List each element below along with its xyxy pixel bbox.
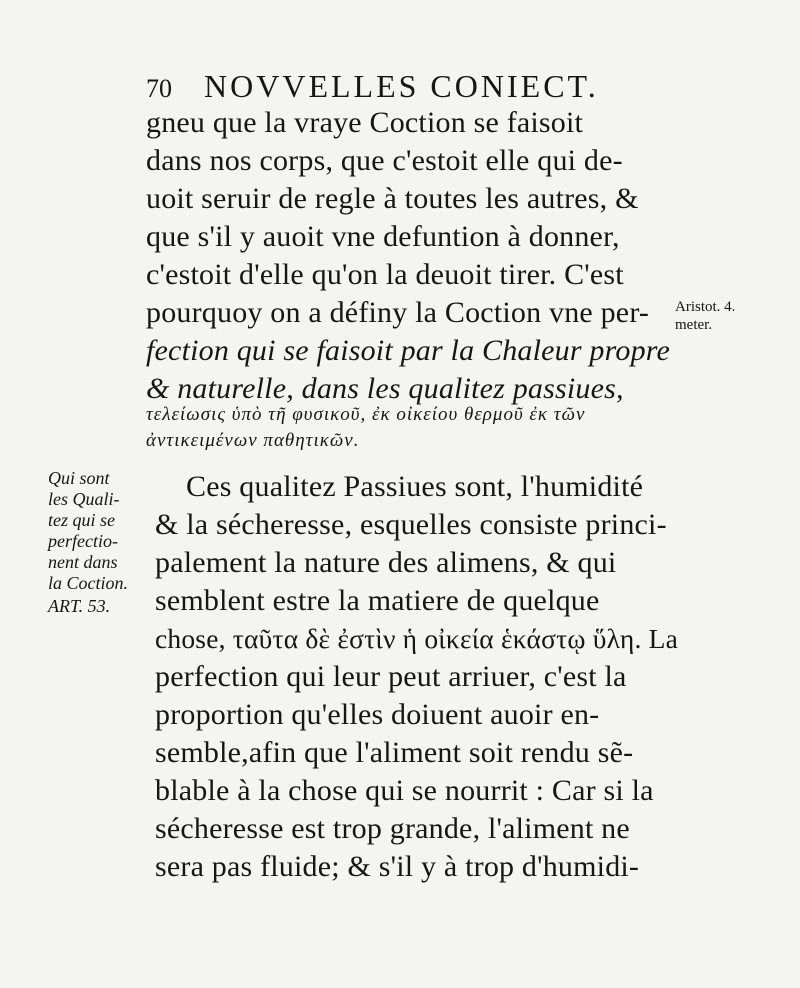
text-line: uoit seruir de regle à toutes les autres, &: [146, 182, 639, 215]
margin-note-left: [48, 468, 154, 617]
page-number: 70: [146, 74, 172, 103]
text-line: sécheresse est trop grande, l'aliment ne: [155, 812, 630, 845]
text-line: perfection qui leur peut arriuer, c'est la: [155, 660, 627, 693]
text-line: gneu que la vraye Coction se faisoit: [146, 106, 584, 139]
text-line: chose, ταῦτα δὲ ἐστὶν ἡ οἰκεία ἑκάστῳ ὕλη. La: [155, 623, 679, 654]
running-title: NOVVELLES CONIECT.: [204, 68, 599, 104]
text-line: que s'il y auoit vne defuntion à donner,: [146, 220, 620, 253]
text-line: palement la nature des alimens, & qui: [155, 546, 617, 579]
text-line: dans nos corps, que c'estoit elle qui de-: [146, 144, 623, 177]
margin-note-line: Qui sont: [48, 468, 110, 488]
greek-quote-line: ἀντικειμένων παθητικῶν.: [146, 430, 360, 451]
text-line: semble,afin que l'aliment soit rendu sẽ-: [155, 736, 634, 769]
show-through-text: [36, 104, 41, 124]
text-line: sera pas fluide; & s'il y à trop d'humidi-: [155, 850, 640, 883]
greek-quote-line: τελείωσις ὑπὸ τῆ φυσικοῦ, ἐκ οἰκείου θερμοῦ ἐκ τῶν: [146, 404, 586, 425]
text-line: pourquoy on a définy la Coction vne per-: [146, 296, 650, 329]
text-line: c'estoit d'elle qu'on la deuoit tirer. C'est: [146, 258, 624, 291]
margin-note-line: perfectio-: [48, 531, 118, 551]
text-line: blable à la chose qui se nourrit : Car si la: [155, 774, 654, 807]
margin-note-line: ART. 53.: [48, 596, 111, 616]
margin-note-line: les Quali-: [48, 489, 120, 509]
text-line: semblent estre la matiere de quelque: [155, 584, 600, 617]
margin-note-line: la Coction.: [48, 573, 128, 593]
margin-note-line: tez qui se: [48, 510, 115, 530]
margin-note-line: nent dans: [48, 552, 118, 572]
margin-note-line: meter.: [675, 317, 713, 333]
margin-note-right: [675, 298, 765, 334]
text-line: fection qui se faisoit par la Chaleur propre: [146, 334, 671, 367]
running-head: [146, 64, 666, 104]
text-line: & naturelle, dans les qualitez passiues,: [146, 372, 624, 405]
text-line: proportion qu'elles doiuent auoir en-: [155, 698, 600, 731]
margin-note-line: Aristot. 4.: [675, 299, 736, 315]
text-line: Ces qualitez Passiues sont, l'humidité: [186, 470, 644, 503]
text-line: & la sécheresse, esquelles consiste princi-: [155, 508, 667, 541]
